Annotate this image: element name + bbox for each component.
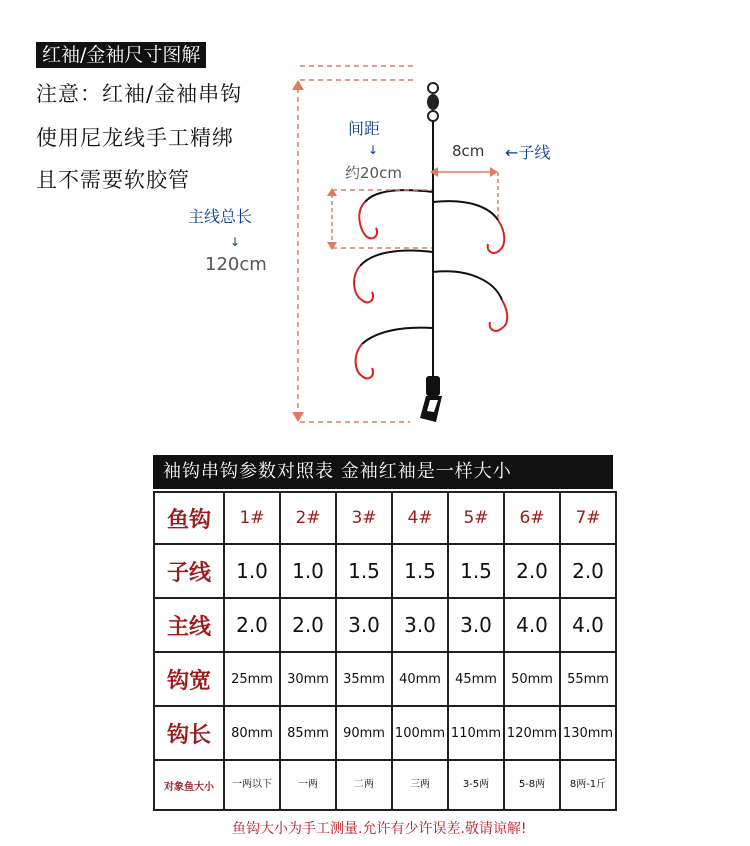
rig-diagram	[150, 60, 610, 430]
table-cell: 2#	[280, 492, 336, 544]
main-line-length: 120cm	[205, 254, 267, 275]
table-cell: 4.0	[504, 598, 560, 652]
row-label-hook: 鱼钩	[154, 492, 224, 544]
table-cell: 2.0	[224, 598, 280, 652]
page-title: 红袖/金袖尺寸图解	[36, 42, 206, 68]
table-cell: 85mm	[280, 706, 336, 760]
table-cell: 3.0	[448, 598, 504, 652]
down-arrow-icon: ↓	[230, 235, 241, 249]
main-line-label: 主线总长	[188, 207, 253, 226]
table-row	[154, 652, 616, 706]
table-cell: 2.0	[504, 544, 560, 598]
table-cell: 二两	[336, 760, 392, 810]
table-cell: 5-8两	[504, 760, 560, 810]
table-cell: 55mm	[560, 652, 616, 706]
table-cell: 1.5	[336, 544, 392, 598]
table-cell: 3.0	[392, 598, 448, 652]
note-line-1: 注意：红袖/金袖串钩	[36, 82, 243, 106]
branch-length-value: 8cm	[452, 142, 485, 160]
table-row	[154, 598, 616, 652]
branch-length-dimension	[430, 167, 498, 220]
spec-table	[153, 491, 617, 811]
table-cell: 5#	[448, 492, 504, 544]
table-cell: 110mm	[448, 706, 504, 760]
branch-line-label: ←子线	[505, 143, 551, 162]
table-cell: 1.0	[280, 544, 336, 598]
table-cell: 130mm	[560, 706, 616, 760]
row-label-hook-width: 钩宽	[154, 652, 224, 706]
table-cell: 3-5两	[448, 760, 504, 810]
table-cell: 120mm	[504, 706, 560, 760]
table-row	[154, 760, 616, 810]
table-cell: 35mm	[336, 652, 392, 706]
table-row	[154, 706, 616, 760]
table-cell: 2.0	[280, 598, 336, 652]
table-cell: 50mm	[504, 652, 560, 706]
row-label-target-fish: 对象鱼大小	[154, 760, 224, 810]
table-cell: 1#	[224, 492, 280, 544]
table-cell: 4.0	[560, 598, 616, 652]
footer-disclaimer: 鱼钩大小为手工测量.允许有少许误差.敬请谅解!	[232, 821, 527, 837]
table-cell: 1.5	[448, 544, 504, 598]
row-label-main-line: 主线	[154, 598, 224, 652]
table-cell: 80mm	[224, 706, 280, 760]
table-cell: 3.0	[336, 598, 392, 652]
row-label-hook-length: 钩长	[154, 706, 224, 760]
table-cell: 8两-1斤	[560, 760, 616, 810]
top-dimension-guides	[300, 66, 415, 80]
table-cell: 30mm	[280, 652, 336, 706]
table-cell: 三两	[392, 760, 448, 810]
table-cell: 25mm	[224, 652, 280, 706]
sinker-snap-icon	[420, 376, 442, 422]
table-cell: 90mm	[336, 706, 392, 760]
swivel-icon	[427, 83, 439, 121]
spacing-value: 约20cm	[345, 164, 402, 182]
table-cell: 一两以下	[224, 760, 280, 810]
table-cell: 6#	[504, 492, 560, 544]
row-label-branch-line: 子线	[154, 544, 224, 598]
table-cell: 100mm	[392, 706, 448, 760]
table-row	[154, 544, 616, 598]
note-line-3: 且不需要软胶管	[36, 168, 190, 192]
table-cell: 一两	[280, 760, 336, 810]
table-cell: 2.0	[560, 544, 616, 598]
note-line-2: 使用尼龙线手工精绑	[36, 126, 234, 150]
table-cell: 45mm	[448, 652, 504, 706]
table-cell: 40mm	[392, 652, 448, 706]
spacing-label: 间距	[348, 119, 381, 138]
table-header: 袖钩串钩参数对照表 金袖红袖是一样大小	[153, 455, 613, 489]
spacing-dimension	[327, 188, 432, 250]
branch-lines	[354, 190, 507, 376]
table-cell: 7#	[560, 492, 616, 544]
table-row	[154, 492, 616, 544]
table-cell: 4#	[392, 492, 448, 544]
table-cell: 1.0	[224, 544, 280, 598]
table-cell: 1.5	[392, 544, 448, 598]
table-cell: 3#	[336, 492, 392, 544]
down-arrow-icon: ↓	[368, 143, 379, 157]
